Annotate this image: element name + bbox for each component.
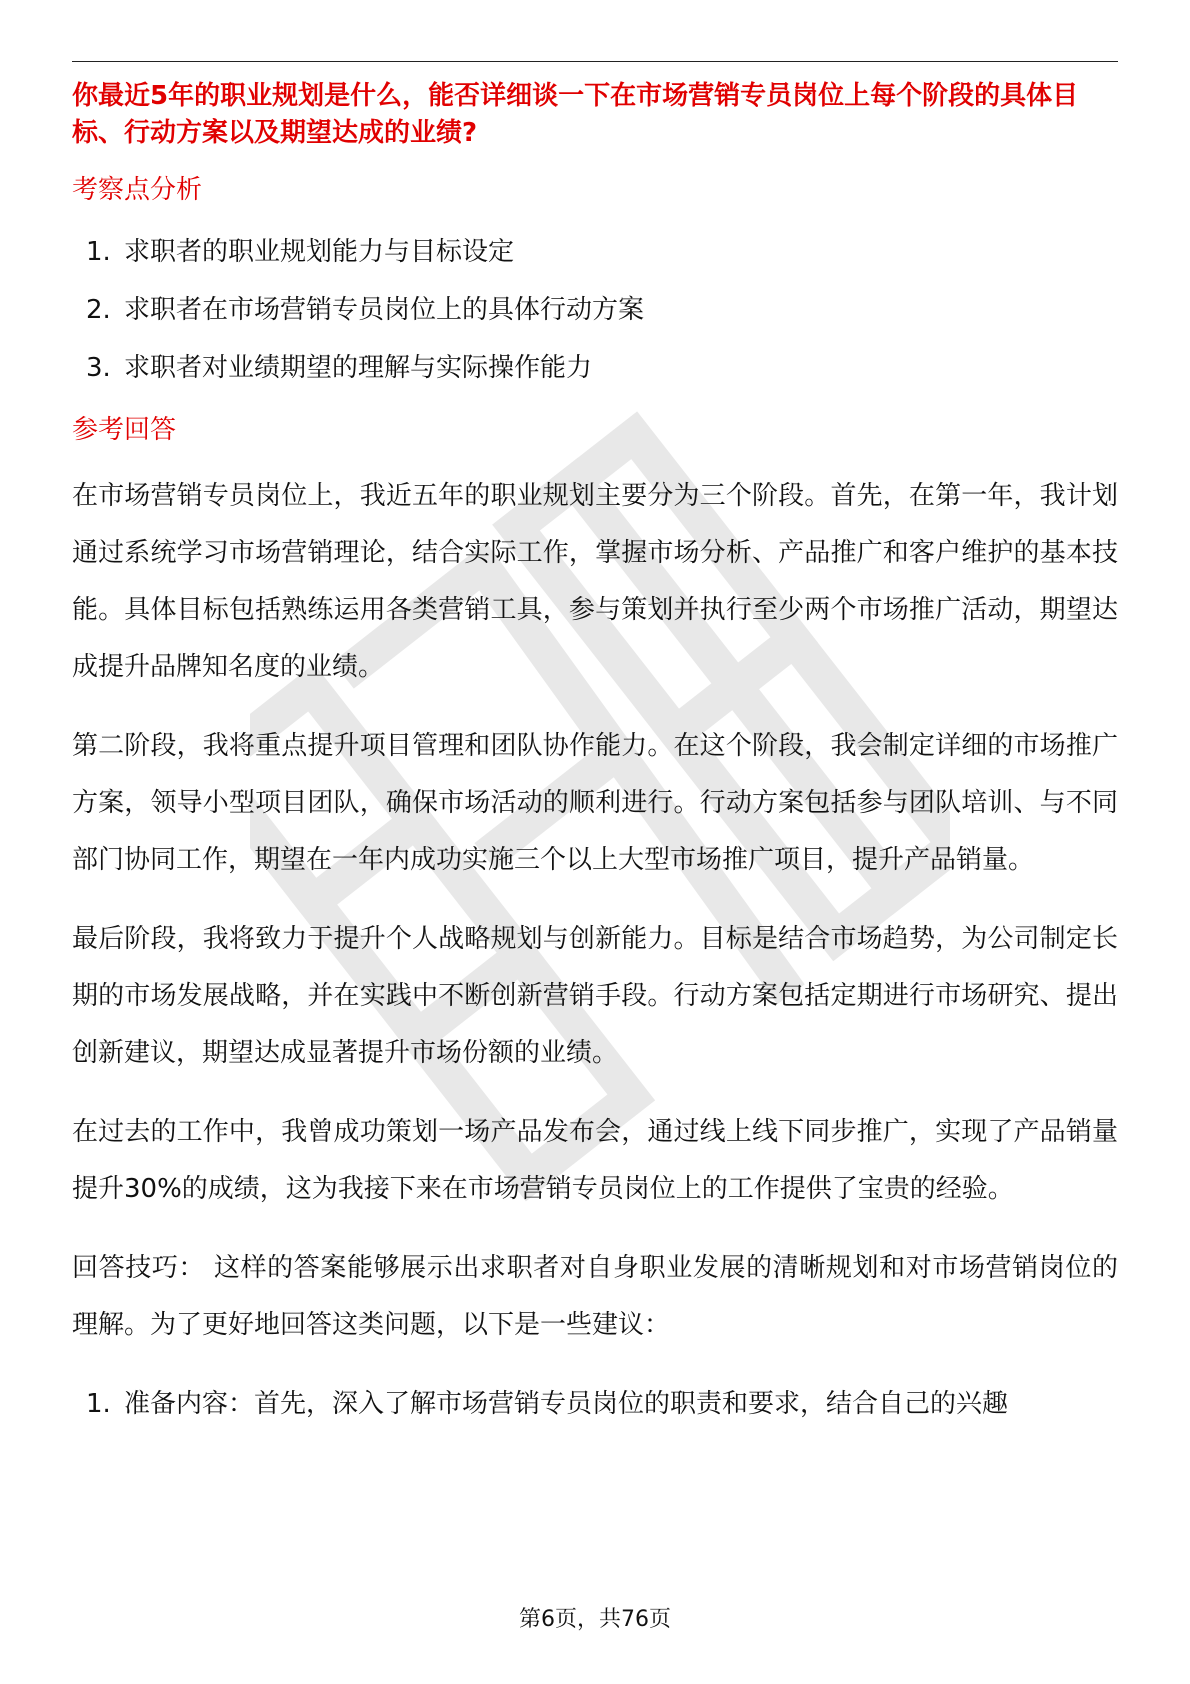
list-text: 准备内容：首先，深入了解市场营销专员岗位的职责和要求，结合自己的兴趣 xyxy=(124,1389,1009,1419)
list-text: 求职者对业绩期望的理解与实际操作能力 xyxy=(124,353,593,383)
list-number: 2. xyxy=(86,295,111,325)
page-footer: 第6页，共76页 xyxy=(519,1607,671,1632)
list-item xyxy=(72,234,1118,270)
answer-heading: 参考回答 xyxy=(72,415,177,445)
list-number: 1. xyxy=(86,1389,111,1419)
list-item xyxy=(72,292,1118,328)
list-text: 求职者在市场营销专员岗位上的具体行动方案 xyxy=(124,295,645,325)
answer-paragraph: 在过去的工作中，我曾成功策划一场产品发布会，通过线上线下同步推广，实现了产品销量提升30%的成绩，这为我接下来在市场营销专员岗位上的工作提供了宝贵的经验。 xyxy=(72,1117,1118,1204)
list-text: 求职者的职业规划能力与目标设定 xyxy=(124,237,515,267)
tips-intro-paragraph: 回答技巧： 这样的答案能够展示出求职者对自身职业发展的清晰规划和对市场营销岗位的理解。为了更好地回答这类问题，以下是一些建议： xyxy=(72,1253,1118,1340)
question-heading: 你最近5年的职业规划是什么，能否详细谈一下在市场营销专员岗位上每个阶段的具体目标、行动方案以及期望达成的业绩? xyxy=(72,81,1079,148)
list-number: 3. xyxy=(86,353,111,383)
answer-paragraph: 第二阶段，我将重点提升项目管理和团队协作能力。在这个阶段，我会制定详细的市场推广方案，领导小型项目团队，确保市场活动的顺利进行。行动方案包括参与团队培训、与不同部门协同工作，期望在一年内成功实施三个以上大型市场推广项目，提升产品销量。 xyxy=(72,731,1118,875)
top-rule xyxy=(72,61,1118,62)
answer-paragraph: 最后阶段，我将致力于提升个人战略规划与创新能力。目标是结合市场趋势，为公司制定长期的市场发展战略，并在实践中不断创新营销手段。行动方案包括定期进行市场研究、提出创新建议，期望达成显著提升市场份额的业绩。 xyxy=(72,924,1118,1068)
answer-paragraph: 在市场营销专员岗位上，我近五年的职业规划主要分为三个阶段。首先，在第一年，我计划通过系统学习市场营销理论，结合实际工作，掌握市场分析、产品推广和客户维护的基本技能。具体目标包括熟练运用各类营销工具，参与策划并执行至少两个市场推广活动，期望达成提升品牌知名度的业绩。 xyxy=(72,481,1118,682)
content xyxy=(72,78,1118,1433)
analysis-list xyxy=(72,234,1118,386)
list-item xyxy=(72,350,1118,386)
list-item xyxy=(72,1376,1118,1433)
analysis-heading: 考察点分析 xyxy=(72,175,203,205)
tips-list xyxy=(72,1376,1118,1433)
list-number: 1. xyxy=(86,237,111,267)
